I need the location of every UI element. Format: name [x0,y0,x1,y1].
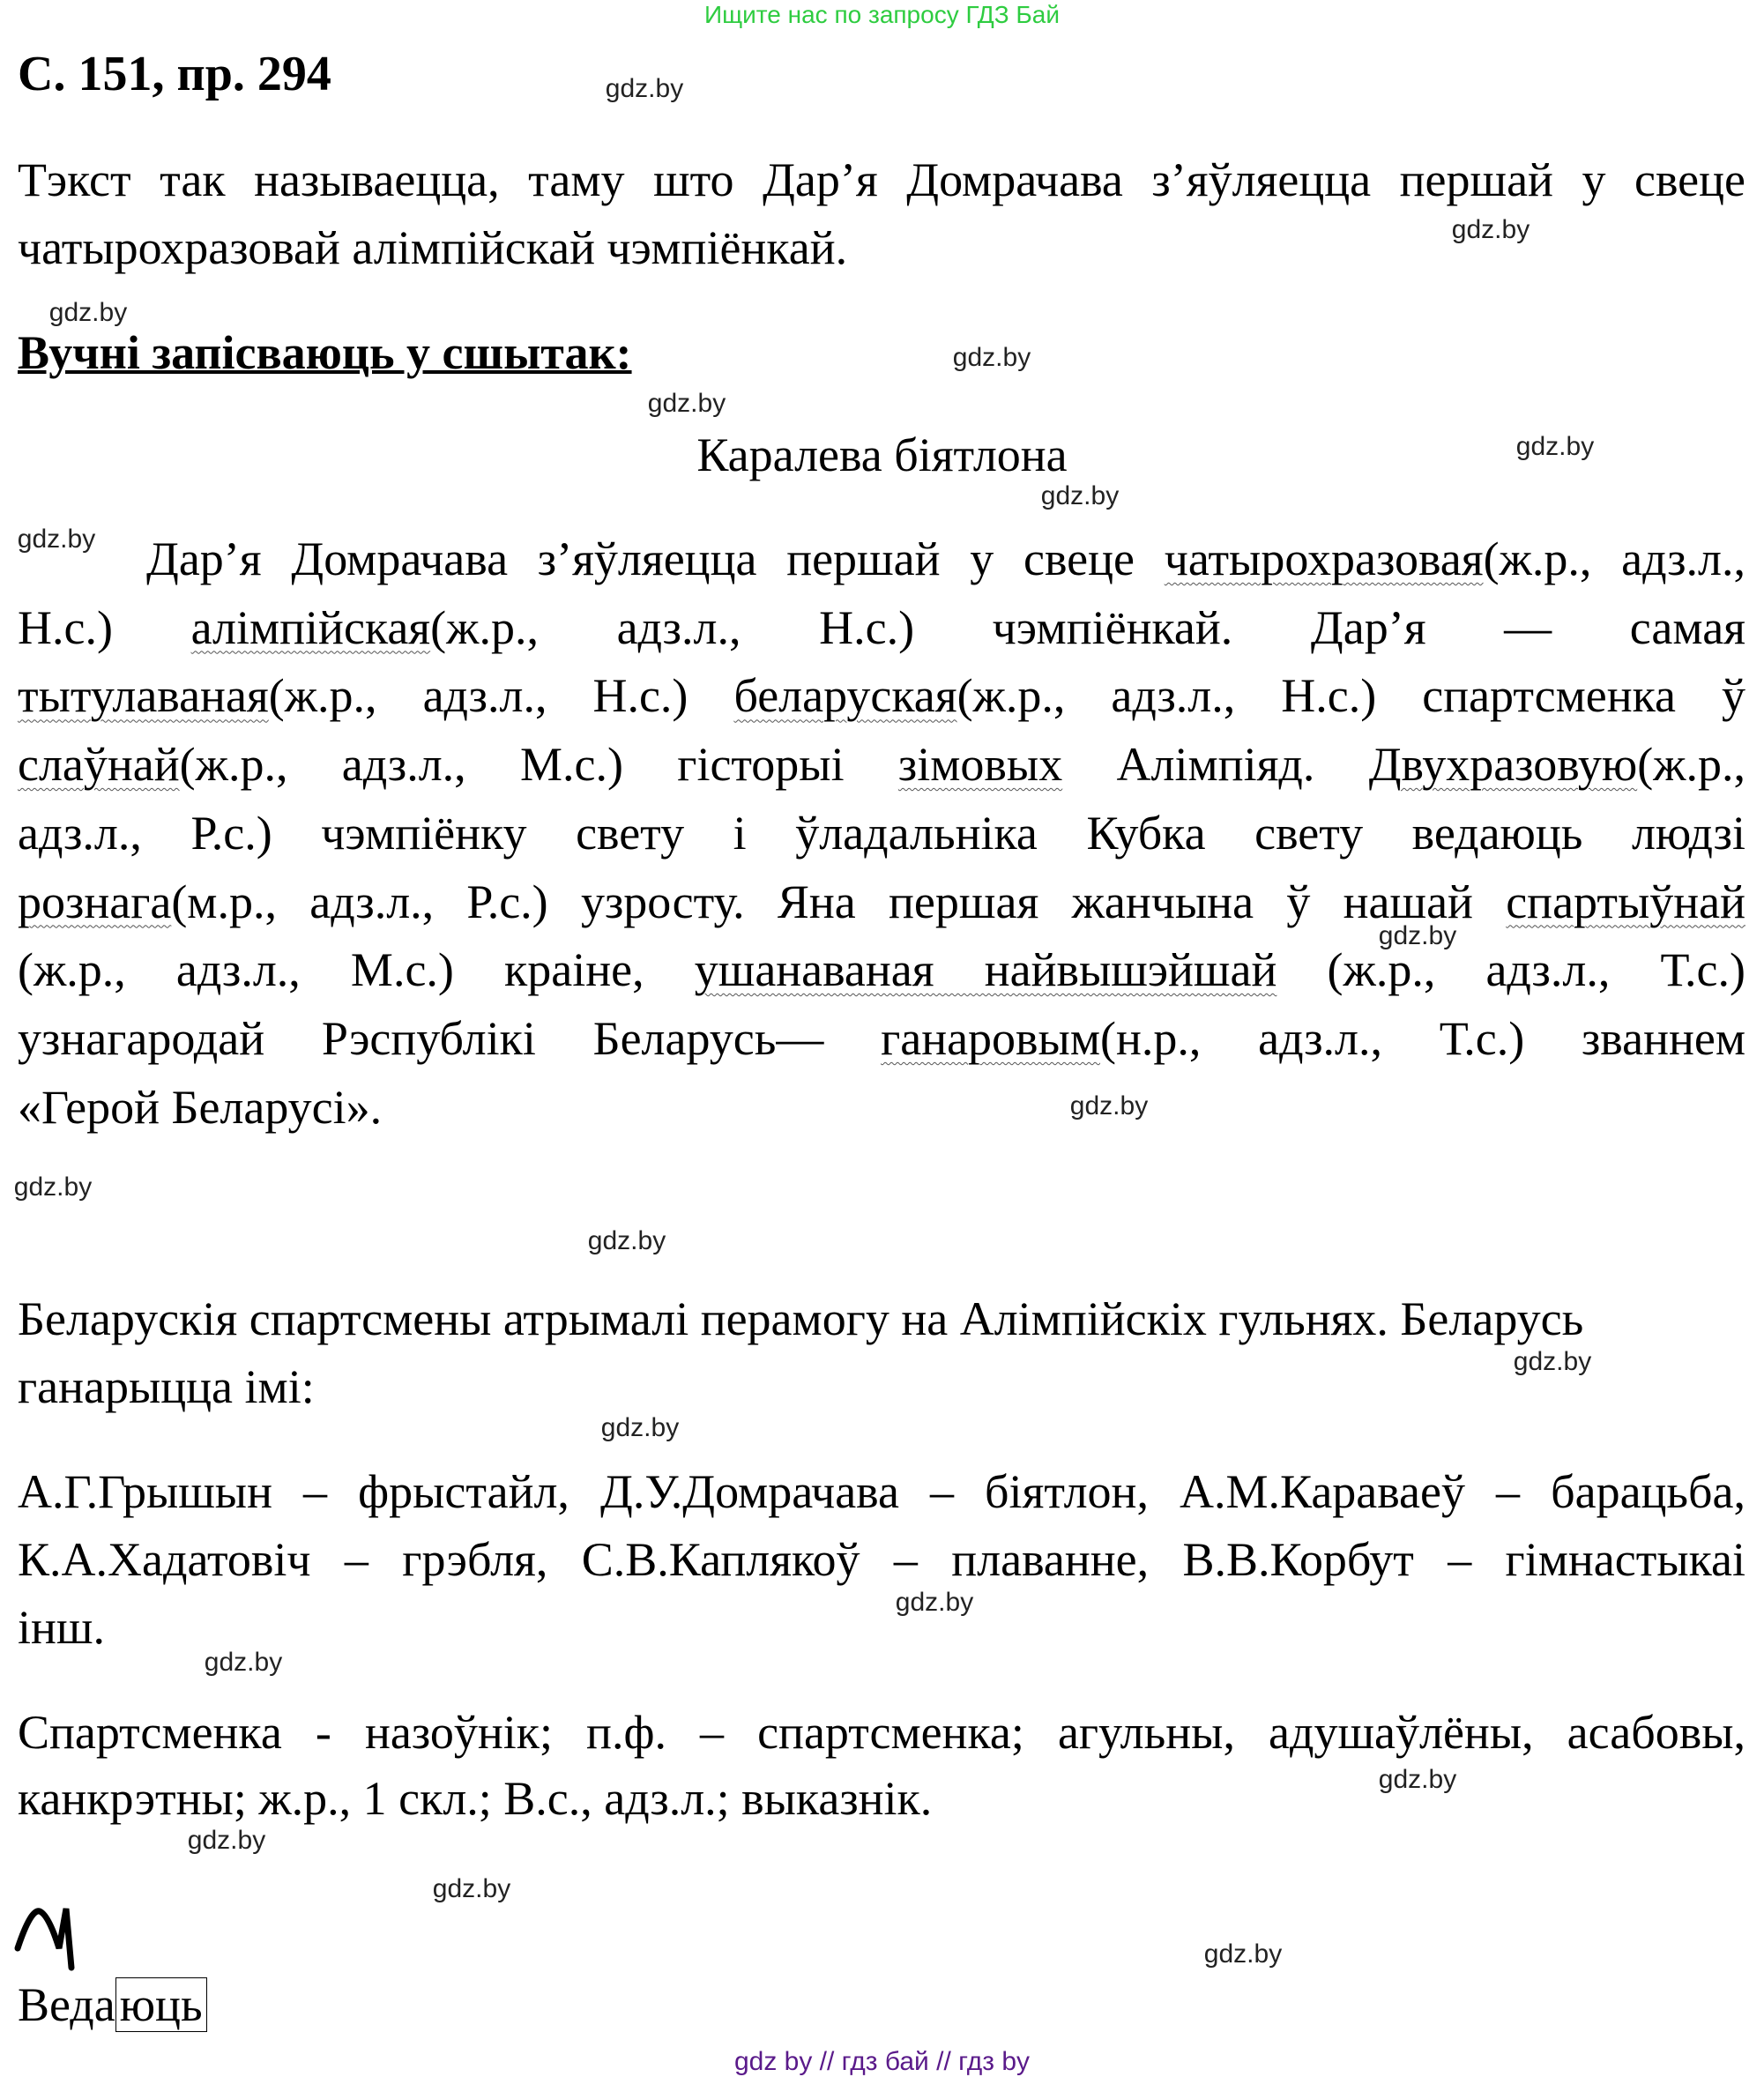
text-segment: (н.р., адз.л., Т.с.) званнем [1100,1011,1745,1065]
watermark: gdz.by [1069,1091,1149,1120]
text-segment: Н.с.) [18,600,191,654]
para2-line: ганарыцца імі: [18,1360,315,1413]
page-heading: С. 151, пр. 294 [18,47,331,101]
body-line [18,1074,382,1142]
watermark: gdz.by [1513,1347,1592,1376]
watermark: gdz.by [1451,215,1530,244]
text-segment: узнагародай Рэспублікі Беларусь— [18,1011,882,1065]
adjective-underlined: рознага [18,875,172,928]
final-word [18,1971,207,2039]
body-line [18,936,1745,1004]
watermark: gdz.by [895,1588,974,1617]
watermark: gdz.by [17,525,96,554]
text-segment: (ж.р., адз.л., М.с.) краіне, [18,943,695,997]
text-segment: «Герой Беларусі». [18,1080,383,1134]
text-segment: Дар’я Домрачава з’яўляецца першай у свеце [146,532,1165,585]
text-title: Каралева біятлона [696,428,1068,481]
para3-line: А.Г.Грышын – фрыстайл, Д.У.Домрачава – біятлон, А.М.Караваеў – барацьба, [18,1465,1745,1518]
body-line [146,525,1745,593]
text-segment: (ж.р., адз.л., М.с.) гісторыі [179,738,898,792]
text-segment: (ж.р., адз.л., [1483,532,1745,585]
watermark: gdz.by [1378,1765,1457,1794]
adjective-underlined: ушанаваная найвышэйшай [694,943,1277,997]
watermark: gdz.by [605,74,684,103]
body-line [18,868,1745,936]
body-line [18,800,1745,867]
adjective-underlined: алімпійская [190,600,431,654]
watermark: gdz.by [587,1226,666,1255]
watermark: gdz.by [1378,921,1457,950]
watermark: gdz.by [600,1413,680,1442]
adjective-underlined: спартыўнай [1506,875,1745,928]
para3-line: інш. [18,1601,105,1654]
intro-line: Тэкст так называецца, таму што Дар’я Домрачава з’яўляецца першай у свеце [18,153,1745,206]
footer-watermark: gdz by // гдз бай // гдз by [733,2047,1031,2076]
body-line [18,731,1745,799]
adjective-underlined: ганаровым [881,1011,1101,1065]
watermark: gdz.by [432,1874,511,1903]
adjective-underlined: слаўнай [18,738,180,792]
search-banner: Ищите нас по запросу ГДЗ Бай [703,1,1061,28]
text-segment: адз.л., Р.с.) чэмпіёнку свету і ўладальніка Кубка свету ведаюць людзі [18,806,1745,860]
intro-line: чатырохразовай алімпійскай чэмпіёнкай. [18,221,848,274]
watermark: gdz.by [647,389,726,418]
subheading: Вучні запісваюць у сшытак: [18,326,632,379]
text-segment: (ж.р., адз.л., Т.с.) [1276,943,1745,997]
watermark: gdz.by [1515,432,1595,461]
para2-line: Беларускія спартсмены атрымалі перамогу на Алімпійскіх гульнях. Беларусь [18,1292,1584,1345]
watermark: gdz.by [952,343,1031,372]
body-line [18,662,1745,730]
text-segment: (ж.р., адз.л., Н.с.) чэмпіёнкай. Дар’я — самая [430,600,1745,654]
final-word-part: Веда [18,1978,115,2031]
para4-line: Спартсменка - назоўнік; п.ф. – спартсменка; агульны, адушаўлёны, асабовы, [18,1706,1745,1759]
body-line [18,594,1745,662]
watermark: gdz.by [1203,1939,1283,1969]
text-segment: (м.р., адз.л., Р.с.) узросту. Яна першая жанчына ў нашай [171,875,1507,928]
adjective-underlined: тытулаваная [18,669,269,723]
para3-line: К.А.Хадатовіч – грэбля, С.В.Каплякоў – плаванне, В.В.Корбут – гімнастыкаі [18,1533,1745,1586]
text-segment: (ж.р., адз.л., Н.с.) спартсменка ў [956,669,1745,723]
text-segment: (ж.р., адз.л., Н.с.) [268,669,734,723]
watermark: gdz.by [204,1648,283,1677]
adjective-underlined: зімовых [897,738,1063,792]
watermark: gdz.by [13,1172,93,1202]
handwritten-arc-mark-icon [13,1904,128,1975]
adjective-underlined: беларуская [733,669,957,723]
text-segment: (ж.р., [1637,738,1745,792]
body-line [18,1005,1745,1073]
final-word-boxed-part: юць [115,1977,207,2032]
para4-line: канкрэтны; ж.р., 1 скл.; В.с., адз.л.; выказнік. [18,1772,933,1825]
watermark: gdz.by [187,1826,266,1855]
adjective-underlined: Двухразовую [1368,738,1638,792]
watermark: gdz.by [1040,481,1120,510]
text-segment: Алімпіяд. [1062,738,1369,792]
watermark: gdz.by [48,298,128,327]
adjective-underlined: чатырохразовая [1164,532,1484,585]
